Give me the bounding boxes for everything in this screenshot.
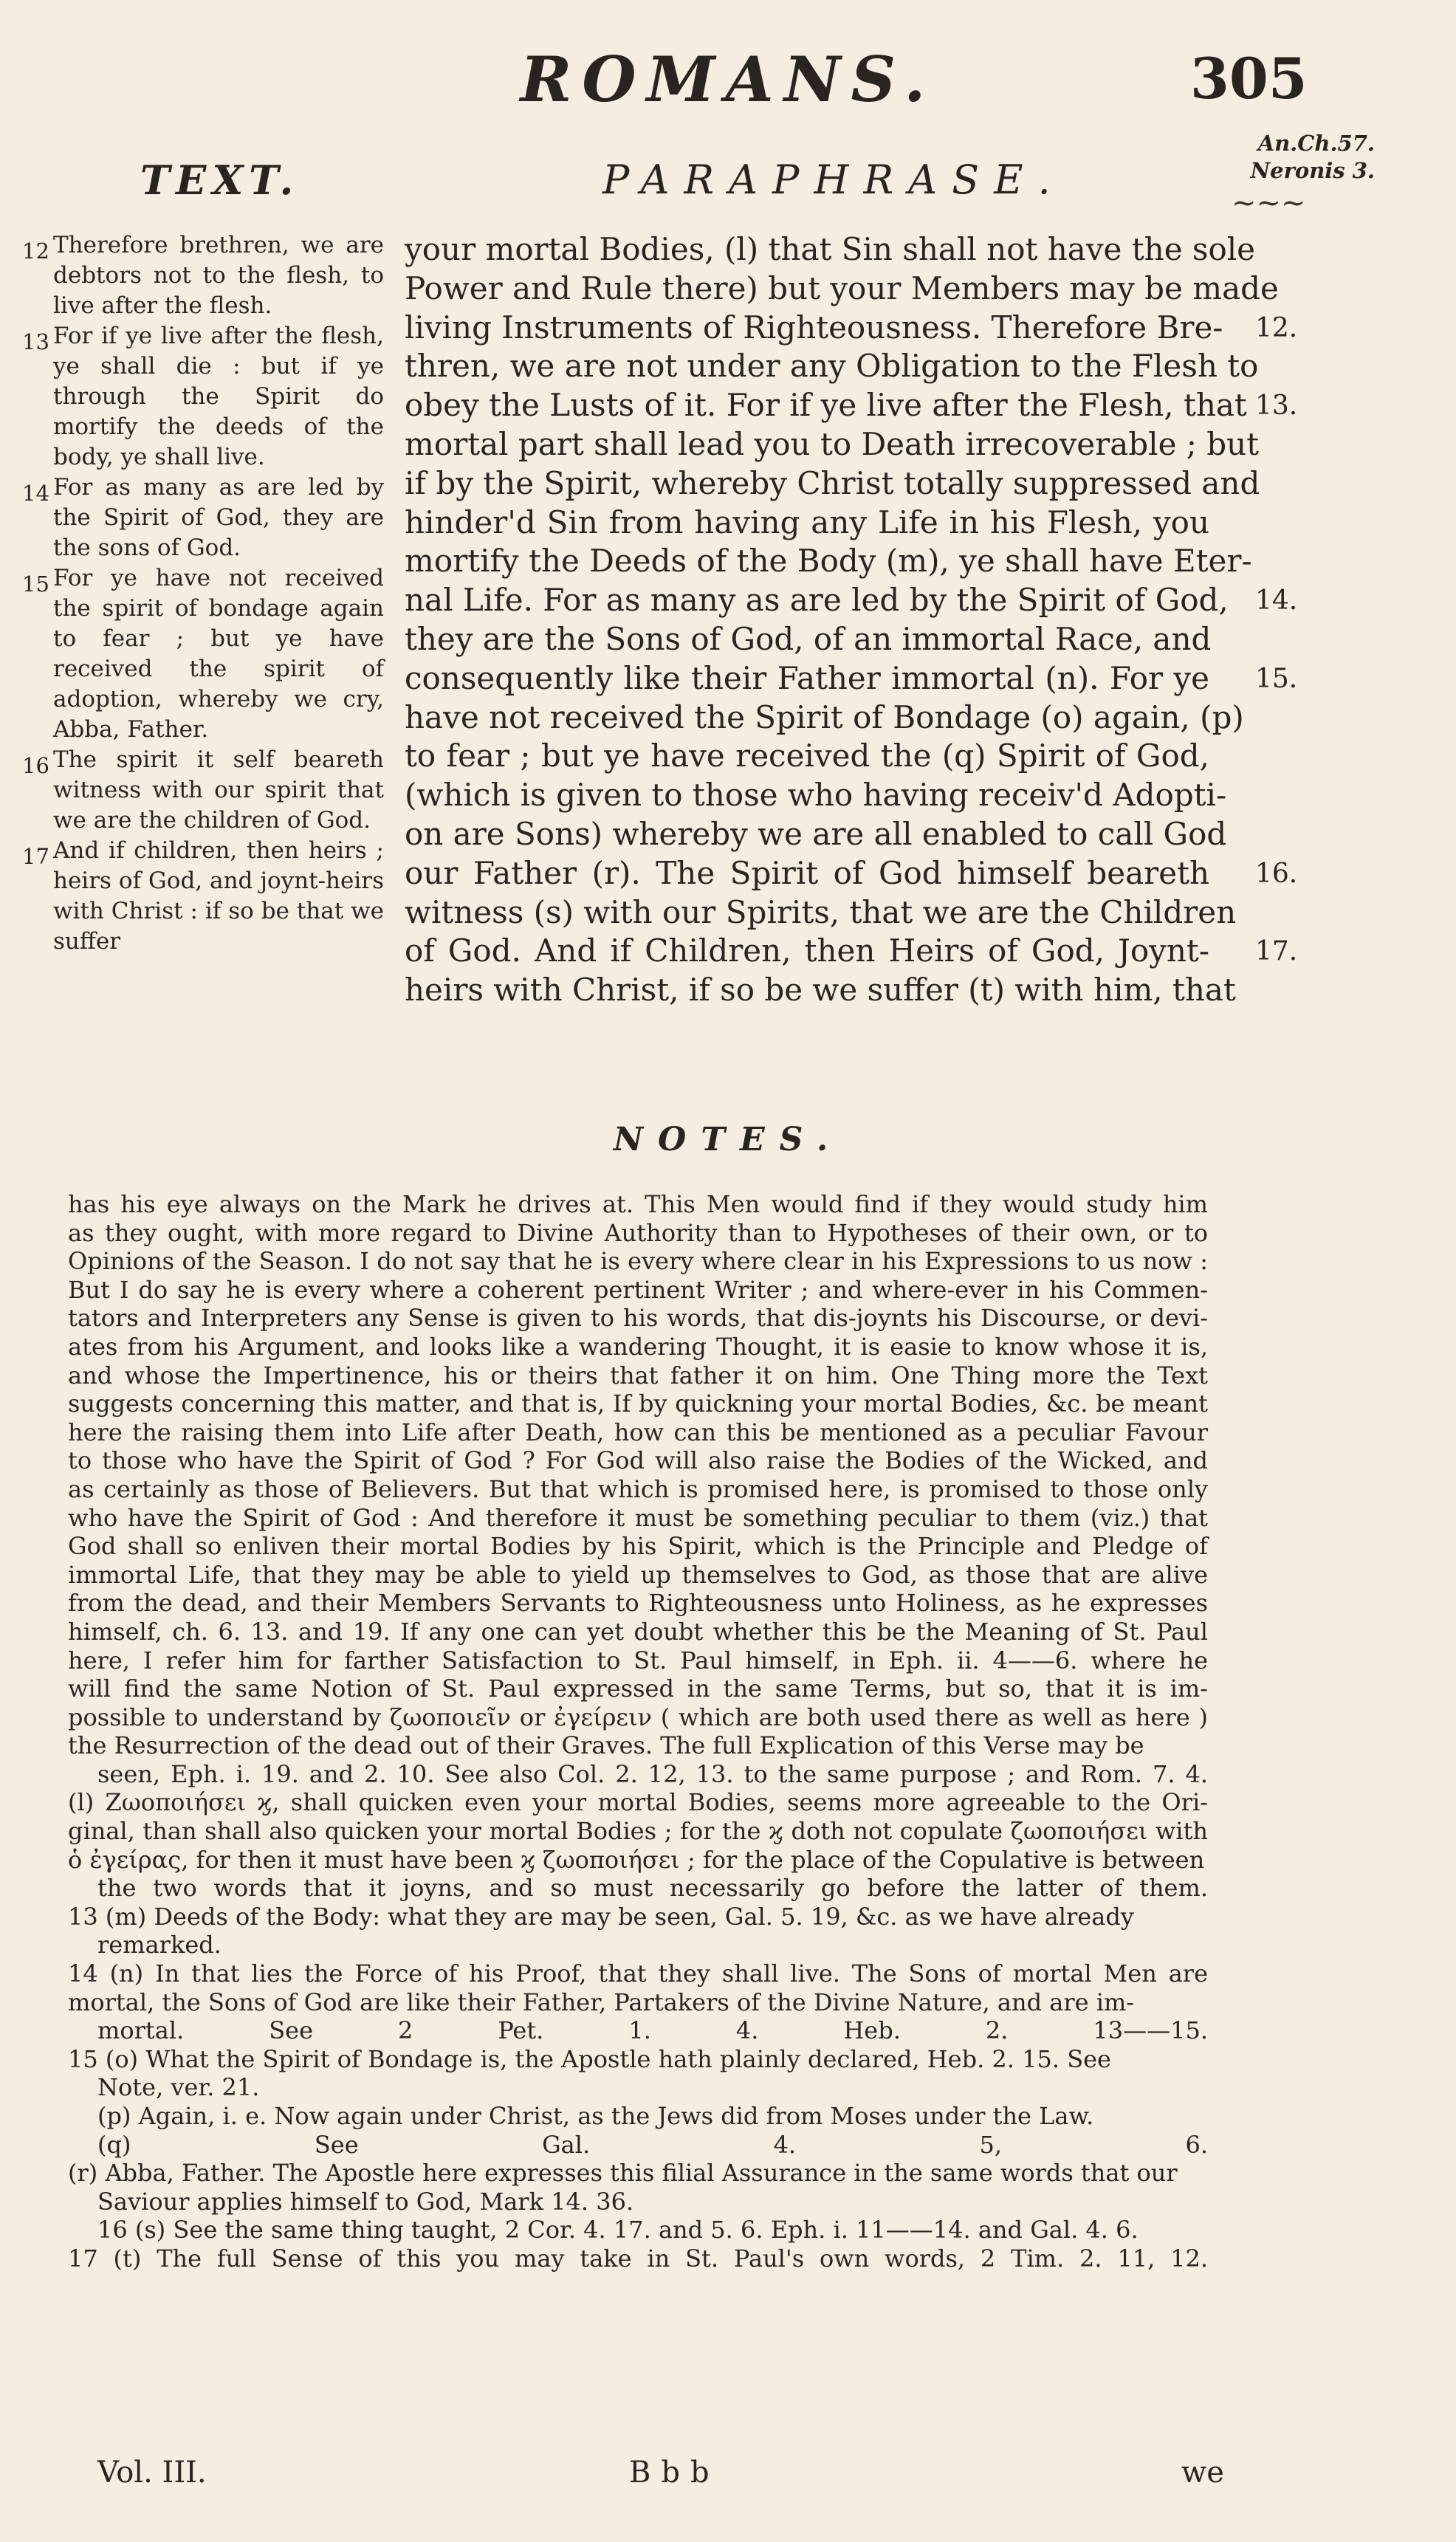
notes-line: the Resurrection of the dead out of their Graves. The full Explication of this Verse may be xyxy=(68,1731,1144,1760)
text-verse-body: Therefore brethren, we are debtors not to the flesh, to live after the flesh. xyxy=(53,232,384,319)
text-verse xyxy=(22,563,384,745)
margin-verse-number: 15. xyxy=(1255,663,1298,694)
notes-line: suggests concerning this matter, and that is, If by quickning your mortal Bodies, &c. be meant xyxy=(68,1389,1208,1418)
text-verse-number: 16 xyxy=(22,753,49,778)
notes-line: Saviour applies himself to God, Mark 14. 36. xyxy=(97,2187,634,2216)
notes-line: here the raising them into Life after Death, how can this be mentioned as a peculiar Favour xyxy=(68,1418,1208,1446)
paraphrase-line: witness (s) with our Spirits, that we are the Children xyxy=(405,893,1237,930)
paraphrase-line: heirs with Christ, if so be we suffer (t) with him, that xyxy=(405,972,1236,1009)
footer-catchword: we xyxy=(1181,2456,1224,2490)
paraphrase-line: to fear ; but ye have received the (q) Spirit of God, xyxy=(405,738,1209,774)
text-verse-body: For if ye live after the flesh, ye shall die : but if ye through the Spirit do mortify the deeds of the body, ye shall live. xyxy=(53,323,384,470)
notes-line: who have the Spirit of God : And therefore it must be something peculiar to them (viz.) that xyxy=(68,1503,1208,1532)
text-verse xyxy=(22,230,384,321)
paraphrase-line: thren, we are not under any Obligation to the Flesh to xyxy=(405,348,1259,385)
notes-line: ginal, than shall also quicken your mortal Bodies ; for the ϗ doth not copulate ζωοποιήσει with xyxy=(68,1817,1208,1846)
text-verse-number: 13 xyxy=(22,329,49,354)
notes-line: ὁ ἐγείρας, for then it must have been ϗ ζωοποιήσει ; for the place of the Copulative is between xyxy=(68,1845,1205,1874)
margin-verse-number: 16. xyxy=(1255,858,1298,889)
paraphrase-line: they are the Sons of God, of an immortal Race, and xyxy=(405,620,1212,657)
paraphrase-line: mortal part shall lead you to Death irrecoverable ; but xyxy=(405,425,1260,462)
ornament-icon: ~~~ xyxy=(1232,186,1306,220)
notes-line: seen, Eph. i. 19. and 2. 10. See also Col. 2. 12, 13. to the same purpose ; and Rom. 7. 4. xyxy=(97,1759,1208,1788)
notes-line: as certainly as those of Believers. But that which is promised here, is promised to those only xyxy=(68,1474,1208,1503)
notes-line: himself, ch. 6. 13. and 19. If any one can yet doubt whether this be the Meaning of St. Paul xyxy=(68,1617,1208,1646)
margin-verse-number: 12. xyxy=(1255,312,1298,343)
text-verse-number: 17 xyxy=(22,844,49,869)
paraphrase-line: on are Sons) whereby we are all enabled to call God xyxy=(405,815,1227,852)
notes-line: the two words that it joyns, and so must necessarily go before the latter of them. xyxy=(97,1874,1208,1903)
text-verse xyxy=(22,321,384,473)
notes-line: 13 (m) Deeds of the Body: what they are may be seen, Gal. 5. 19, &c. as we have already xyxy=(68,1902,1134,1931)
text-verse-number: 12 xyxy=(22,238,49,264)
side-date-year: An.Ch.57. xyxy=(1257,131,1375,156)
side-date-reign: Neronis 3. xyxy=(1250,158,1375,183)
paraphrase-line: if by the Spirit, whereby Christ totally suppressed and xyxy=(405,464,1260,501)
notes-line: as they ought, with more regard to Divine Authority than to Hypotheses of their own, or to xyxy=(68,1218,1208,1247)
notes-line: possible to understand by ζωοποιεῖν or ἐγείρειν ( which are both used there as well as here ) xyxy=(68,1703,1208,1731)
notes-heading: NOTES. xyxy=(613,1121,843,1158)
text-verse-body: For ye have not received the spirit of bondage again to fear ; but ye have received the spirit of adoption, whereby we cry, Abba, Father. xyxy=(53,565,384,743)
notes-line: tators and Interpreters any Sense is given to his words, that dis-joynts his Discourse, or devi- xyxy=(68,1304,1208,1333)
notes-line: (l) Ζωοποιήσει ϗ, shall quicken even your mortal Bodies, seems more agreeable to the Ori- xyxy=(68,1788,1208,1817)
text-verse xyxy=(22,473,384,563)
notes-line: God shall so enliven their mortal Bodies by his Spirit, which is the Principle and Pledge of xyxy=(68,1532,1208,1561)
notes-line: has his eye always on the Mark he drives at. This Men would find if they would study him xyxy=(68,1190,1208,1218)
text-verse-body: For as many as are led by the Spirit of God, they are the sons of God. xyxy=(53,474,384,561)
notes-line: (r) Abba, Father. The Apostle here expresses this filial Assurance in the same words that our xyxy=(68,2159,1178,2188)
footer-signature: Bbb xyxy=(629,2456,720,2490)
paraphrase-line: mortify the Deeds of the Body (m), ye shall have Eter- xyxy=(405,543,1252,580)
notes-line: from the dead, and their Members Servants to Righteousness unto Holiness, as he expresses xyxy=(68,1589,1208,1618)
notes-line: But I do say he is every where a coherent pertinent Writer ; and where-ever in his Commen- xyxy=(68,1275,1208,1304)
paraphrase-line: our Father (r). The Spirit of God himself beareth xyxy=(405,854,1209,891)
running-title: ROMANS. xyxy=(520,43,936,116)
text-heading: TEXT. xyxy=(140,157,300,204)
notes-line: will find the same Notion of St. Paul expressed in the same Terms, but so, that it is im- xyxy=(68,1674,1208,1703)
paraphrase-line: living Instruments of Righteousness. Therefore Bre- xyxy=(405,309,1223,346)
paraphrase-line: consequently like their Father immortal (n). For ye xyxy=(405,659,1209,696)
notes-line: remarked. xyxy=(97,1931,222,1959)
paraphrase-line: hinder'd Sin from having any Life in his Flesh, you xyxy=(405,504,1209,540)
paraphrase-line: nal Life. For as many as are led by the Spirit of God, xyxy=(405,582,1229,619)
text-verse xyxy=(22,836,384,957)
notes-line: mortal. See 2 Pet. 1. 4. Heb. 2. 13——15. xyxy=(97,2016,1208,2045)
margin-verse-number: 13. xyxy=(1255,391,1298,422)
page-number: 305 xyxy=(1190,46,1308,111)
notes-line: 14 (n) In that lies the Force of his Proof, that they shall live. The Sons of mortal Men are xyxy=(68,1959,1208,1988)
paraphrase-line: Power and Rule there) but your Members may be made xyxy=(405,269,1279,306)
paraphrase-line: your mortal Bodies, (l) that Sin shall not have the sole xyxy=(405,231,1256,267)
notes-line: 15 (o) What the Spirit of Bondage is, the Apostle hath plainly declared, Heb. 2. 15. See xyxy=(68,2044,1111,2073)
paraphrase-line: obey the Lusts of it. For if ye live after the Flesh, that xyxy=(405,387,1247,424)
footer-volume: Vol. III. xyxy=(97,2456,207,2490)
paraphrase-line: have not received the Spirit of Bondage (o) again, (p) xyxy=(405,698,1244,735)
notes-body xyxy=(68,1190,1208,2273)
text-column xyxy=(22,230,384,957)
notes-line: and whose the Impertinence, his or theirs that father it on him. One Thing more the Text xyxy=(68,1361,1208,1389)
notes-line: (p) Again, i. e. Now again under Christ, as the Jews did from Moses under the Law. xyxy=(97,2102,1094,2130)
notes-line: 17 (t) The full Sense of this you may take in St. Paul's own words, 2 Tim. 2. 11, 12. xyxy=(68,2244,1208,2273)
notes-line: to those who have the Spirit of God ? For God will also raise the Bodies of the Wicked, and xyxy=(68,1446,1208,1475)
notes-line: Note, ver. 21. xyxy=(97,2073,260,2102)
margin-verse-number: 14. xyxy=(1255,585,1298,616)
paraphrase-line: (which is given to those who having receiv'd Adopti- xyxy=(405,777,1227,814)
notes-line: 16 (s) See the same thing taught, 2 Cor. 4. 17. and 5. 6. Eph. i. 11——14. and Gal. 4. 6. xyxy=(97,2216,1139,2244)
text-verse-body: And if children, then heirs ; heirs of God, and joynt-heirs with Christ : if so be that we suffer xyxy=(53,837,384,955)
notes-line: (q) See Gal. 4. 5, 6. xyxy=(97,2130,1208,2159)
side-date xyxy=(1220,130,1375,185)
text-verse-number: 15 xyxy=(22,571,49,597)
paraphrase-heading: PARAPHRASE. xyxy=(602,157,1065,203)
notes-line: Opinions of the Season. I do not say that he is every where clear in his Expressions to us now : xyxy=(68,1247,1208,1276)
text-verse xyxy=(22,745,384,836)
text-verse-body: The spirit it self beareth witness with our spirit that we are the children of God. xyxy=(53,746,384,834)
notes-line: here, I refer him for farther Satisfaction to St. Paul himself, in Eph. ii. 4——6. where he xyxy=(68,1646,1208,1674)
paraphrase-line: of God. And if Children, then Heirs of God, Joynt- xyxy=(405,932,1209,969)
notes-line: immortal Life, that they may be able to yield up themselves to God, as those that are alive xyxy=(68,1560,1208,1589)
margin-verse-number: 17. xyxy=(1255,936,1298,967)
notes-line: ates from his Argument, and looks like a wandering Thought, it is easie to know whose it is, xyxy=(68,1332,1208,1361)
notes-line: mortal, the Sons of God are like their Father, Partakers of the Divine Nature, and are im- xyxy=(68,1988,1135,2016)
text-verse-number: 14 xyxy=(22,481,49,506)
